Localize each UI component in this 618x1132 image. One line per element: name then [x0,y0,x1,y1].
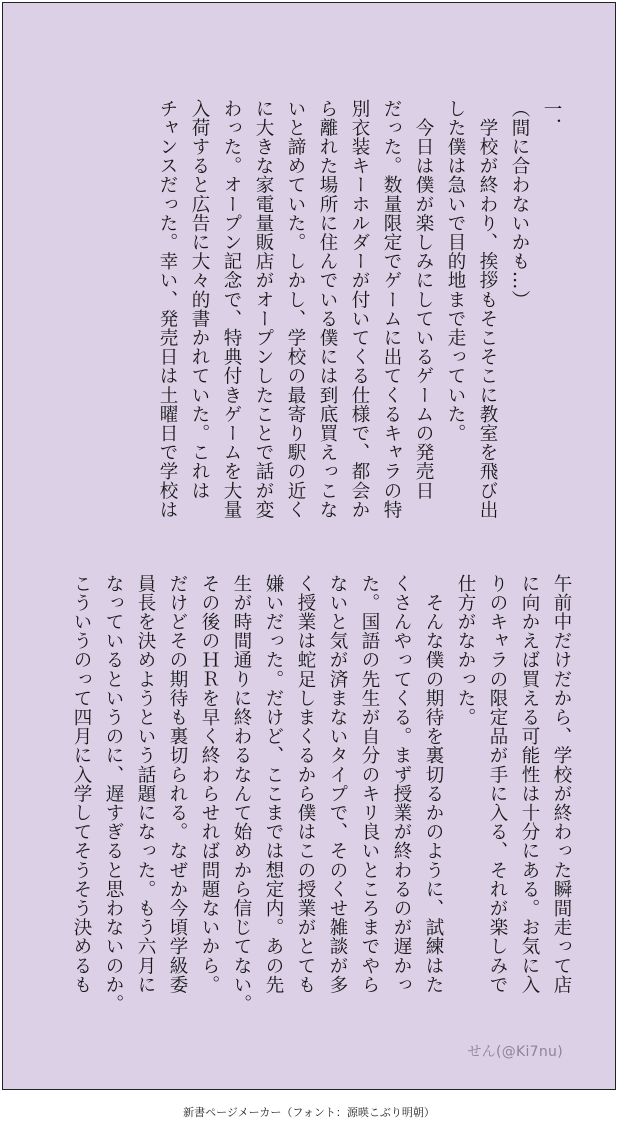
text-line: 別衣装キーホルダーが付いてくる仕様で、都会か [349,99,370,520]
text-line: いと諦めていた。しかし、学校の最寄り駅の近く [285,99,306,520]
text-line: だった。数量限定でゲームに出てくるキャラの特 [381,99,402,520]
text-line: 今日は僕が楽しみにしているゲームの発売日 [413,99,434,501]
upper-text-block [151,99,567,529]
text-line: その後のＨＲを早く終わらせれば問題ないから。 [199,574,220,995]
text-line: チャンスだった。幸い、発売日は土曜日で学校は [157,99,178,520]
text-line: 一． [541,99,562,138]
text-line: 嫌いだった。だけど、ここまでは想定内。あの先 [263,574,284,995]
text-line: くさんやってくる。まず授業が終わるのが遅かっ [391,574,412,995]
text-line: く授業は蛇足しまくるから僕はこの授業がとても [295,574,316,995]
manuscript-page [2,2,616,1090]
text-line: に向かえば買える可能性は十分にある。お気に入 [519,574,540,995]
text-line: （間に合わないかも…） [509,99,530,310]
text-line: ら離れた場所に住んでいる僕には到底買えっこな [317,99,338,520]
author-credit: せん(@Ki7nu) [467,1044,563,1060]
text-line: 午前中だけだから、学校が終わった瞬間走って店 [551,574,572,995]
text-line: だけどその期待も裏切られる。なぜか今頃学級委 [167,574,188,995]
text-line: わった。オープン記念で、特典付きゲームを大量 [221,99,242,520]
text-line: た。国語の先生が自分のキリ良いところまでやら [359,574,380,995]
text-line: 仕方がなかった。 [455,574,476,727]
text-line: こういうのって四月に入学してそうそう決めるも [71,574,92,995]
generator-caption: 新書ページメーカー（フォント：源暎こぶり明朝） [183,1106,435,1119]
text-line: 生が時間通りに終わるなんて始めから信じてない。 [231,574,252,1014]
text-line: に大きな家電量販店がオープンしたことで話が変 [253,99,274,520]
text-line: 学校が終わり、挨拶もそこそこに教室を飛び出 [477,99,498,520]
text-line: 入荷すると広告に大々的書かれていた。これは [189,99,210,501]
lower-text-block [65,574,577,1014]
text-line: なっているというのに、遅すぎると思わないのか。 [103,574,124,1014]
text-line: りのキャラの限定品が手に入る、それが楽しみで [487,574,508,995]
text-line: 員長を決めようという話題になった。もう六月に [135,574,156,995]
text-line: そんな僕の期待を裏切るかのように、試練はた [423,574,444,995]
text-line: した僕は急いで目的地まで走っていた。 [445,99,466,443]
text-line: ないと気が済まないタイプで、そのくせ雑談が多 [327,574,348,995]
